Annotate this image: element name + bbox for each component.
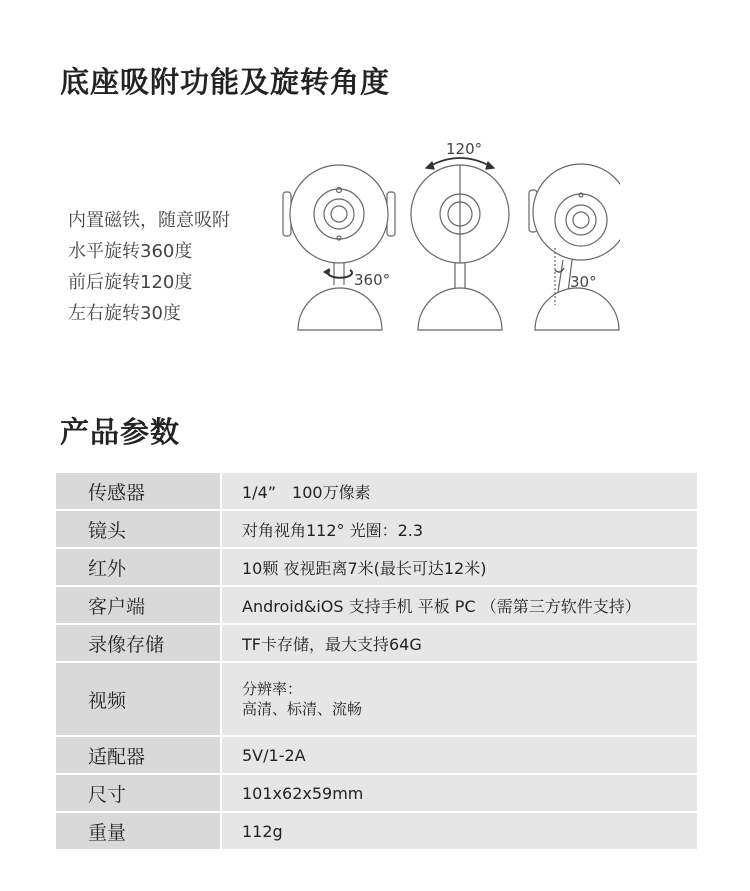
spec-key: 重量 (56, 813, 222, 849)
label-120: 120° (446, 140, 483, 158)
spec-value: TF卡存储，最大支持64G (222, 625, 697, 661)
spec-value: 5V/1-2A (222, 737, 697, 773)
feature-item: 内置磁铁，随意吸附 (68, 210, 230, 231)
spec-key: 录像存储 (56, 625, 222, 661)
spec-key: 视频 (56, 663, 222, 735)
feature-item: 前后旋转120度 (68, 272, 193, 293)
spec-key: 传感器 (56, 473, 222, 509)
table-row (56, 511, 697, 549)
spec-value: 112g (222, 813, 697, 849)
table-row (56, 473, 697, 511)
spec-value: 对角视角112° 光圈：2.3 (222, 511, 697, 547)
spec-value: Android&iOS 支持手机 平板 PC （需第三方软件支持） (222, 587, 697, 623)
spec-value (222, 663, 697, 735)
feature-item: 水平旋转360度 (68, 241, 193, 262)
camera-tilt-view (529, 164, 620, 330)
spec-key: 镜头 (56, 511, 222, 547)
spec-value: 10颗 夜视距离7米(最长可达12米) (222, 549, 697, 585)
feature-item: 左右旋转30度 (68, 303, 181, 324)
table-row (56, 663, 697, 737)
table-row (56, 737, 697, 775)
table-row (56, 587, 697, 625)
label-30: 30° (570, 273, 597, 291)
section-title-specs: 产品参数 (60, 415, 181, 449)
section-title-base-rotation: 底座吸附功能及旋转角度 (60, 65, 391, 99)
spec-key: 适配器 (56, 737, 222, 773)
spec-value: 101x62x59mm (222, 775, 697, 811)
camera-side-view (411, 158, 509, 330)
spec-value-line: 分辨率： (242, 680, 303, 698)
spec-key: 尺寸 (56, 775, 222, 811)
spec-value-line: 高清、标清、流畅 (242, 700, 363, 718)
table-row (56, 775, 697, 813)
table-row (56, 549, 697, 587)
spec-table (56, 473, 697, 851)
table-row (56, 625, 697, 663)
spec-value: 1/4” 100万像素 (222, 473, 697, 509)
camera-rotation-diagram (280, 130, 620, 345)
camera-front-view (283, 165, 395, 330)
table-row (56, 813, 697, 851)
spec-key: 客户端 (56, 587, 222, 623)
feature-list (68, 205, 230, 329)
spec-key: 红外 (56, 549, 222, 585)
label-360: 360° (354, 271, 391, 289)
